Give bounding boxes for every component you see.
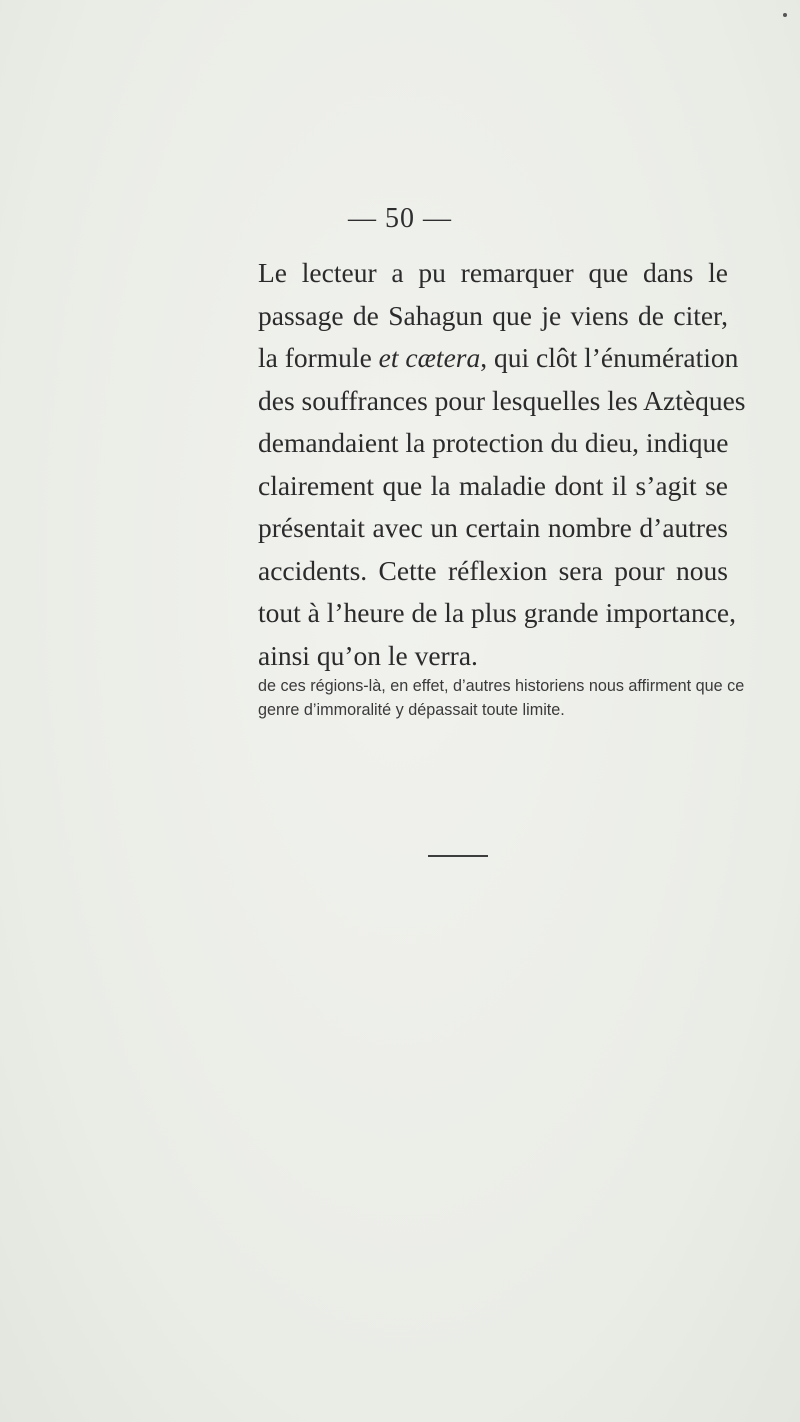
page-number: — 50 — <box>348 203 452 234</box>
footnote-line: genre d’immoralité y dépassait toute limite. <box>258 701 565 719</box>
paragraph-line <box>258 337 739 380</box>
paragraph-line: clairement que la maladie dont il s’agit se <box>258 469 728 501</box>
paragraph-line: accidents. Cette réflexion sera pour nous <box>258 554 728 586</box>
section-divider <box>428 855 488 857</box>
line-text: la formule <box>258 342 379 373</box>
ink-speck <box>783 13 787 17</box>
paragraph-line: présentait avec un certain nombre d’autres <box>258 512 728 543</box>
paragraph-line: Le lecteur a pu remarquer que dans le <box>258 257 728 288</box>
body-paragraph <box>258 252 746 677</box>
paragraph-line: ainsi qu’on le verra. <box>258 639 478 671</box>
paragraph-line: tout à l’heure de la plus grande importance, <box>258 597 737 628</box>
paragraph-line: des souffrances pour lesquelles les Aztèques <box>258 384 746 416</box>
paragraph-line: demandaient la protection du dieu, indique <box>258 427 729 458</box>
line-text: , qui clôt l’énumération <box>480 342 739 373</box>
footnote <box>258 674 745 722</box>
italic-phrase: et cætera <box>378 342 481 373</box>
footnote-line: de ces régions-là, en effet, d’autres historiens nous affirment que ce <box>258 677 745 695</box>
paragraph-line: passage de Sahagun que je viens de citer, <box>258 299 728 331</box>
